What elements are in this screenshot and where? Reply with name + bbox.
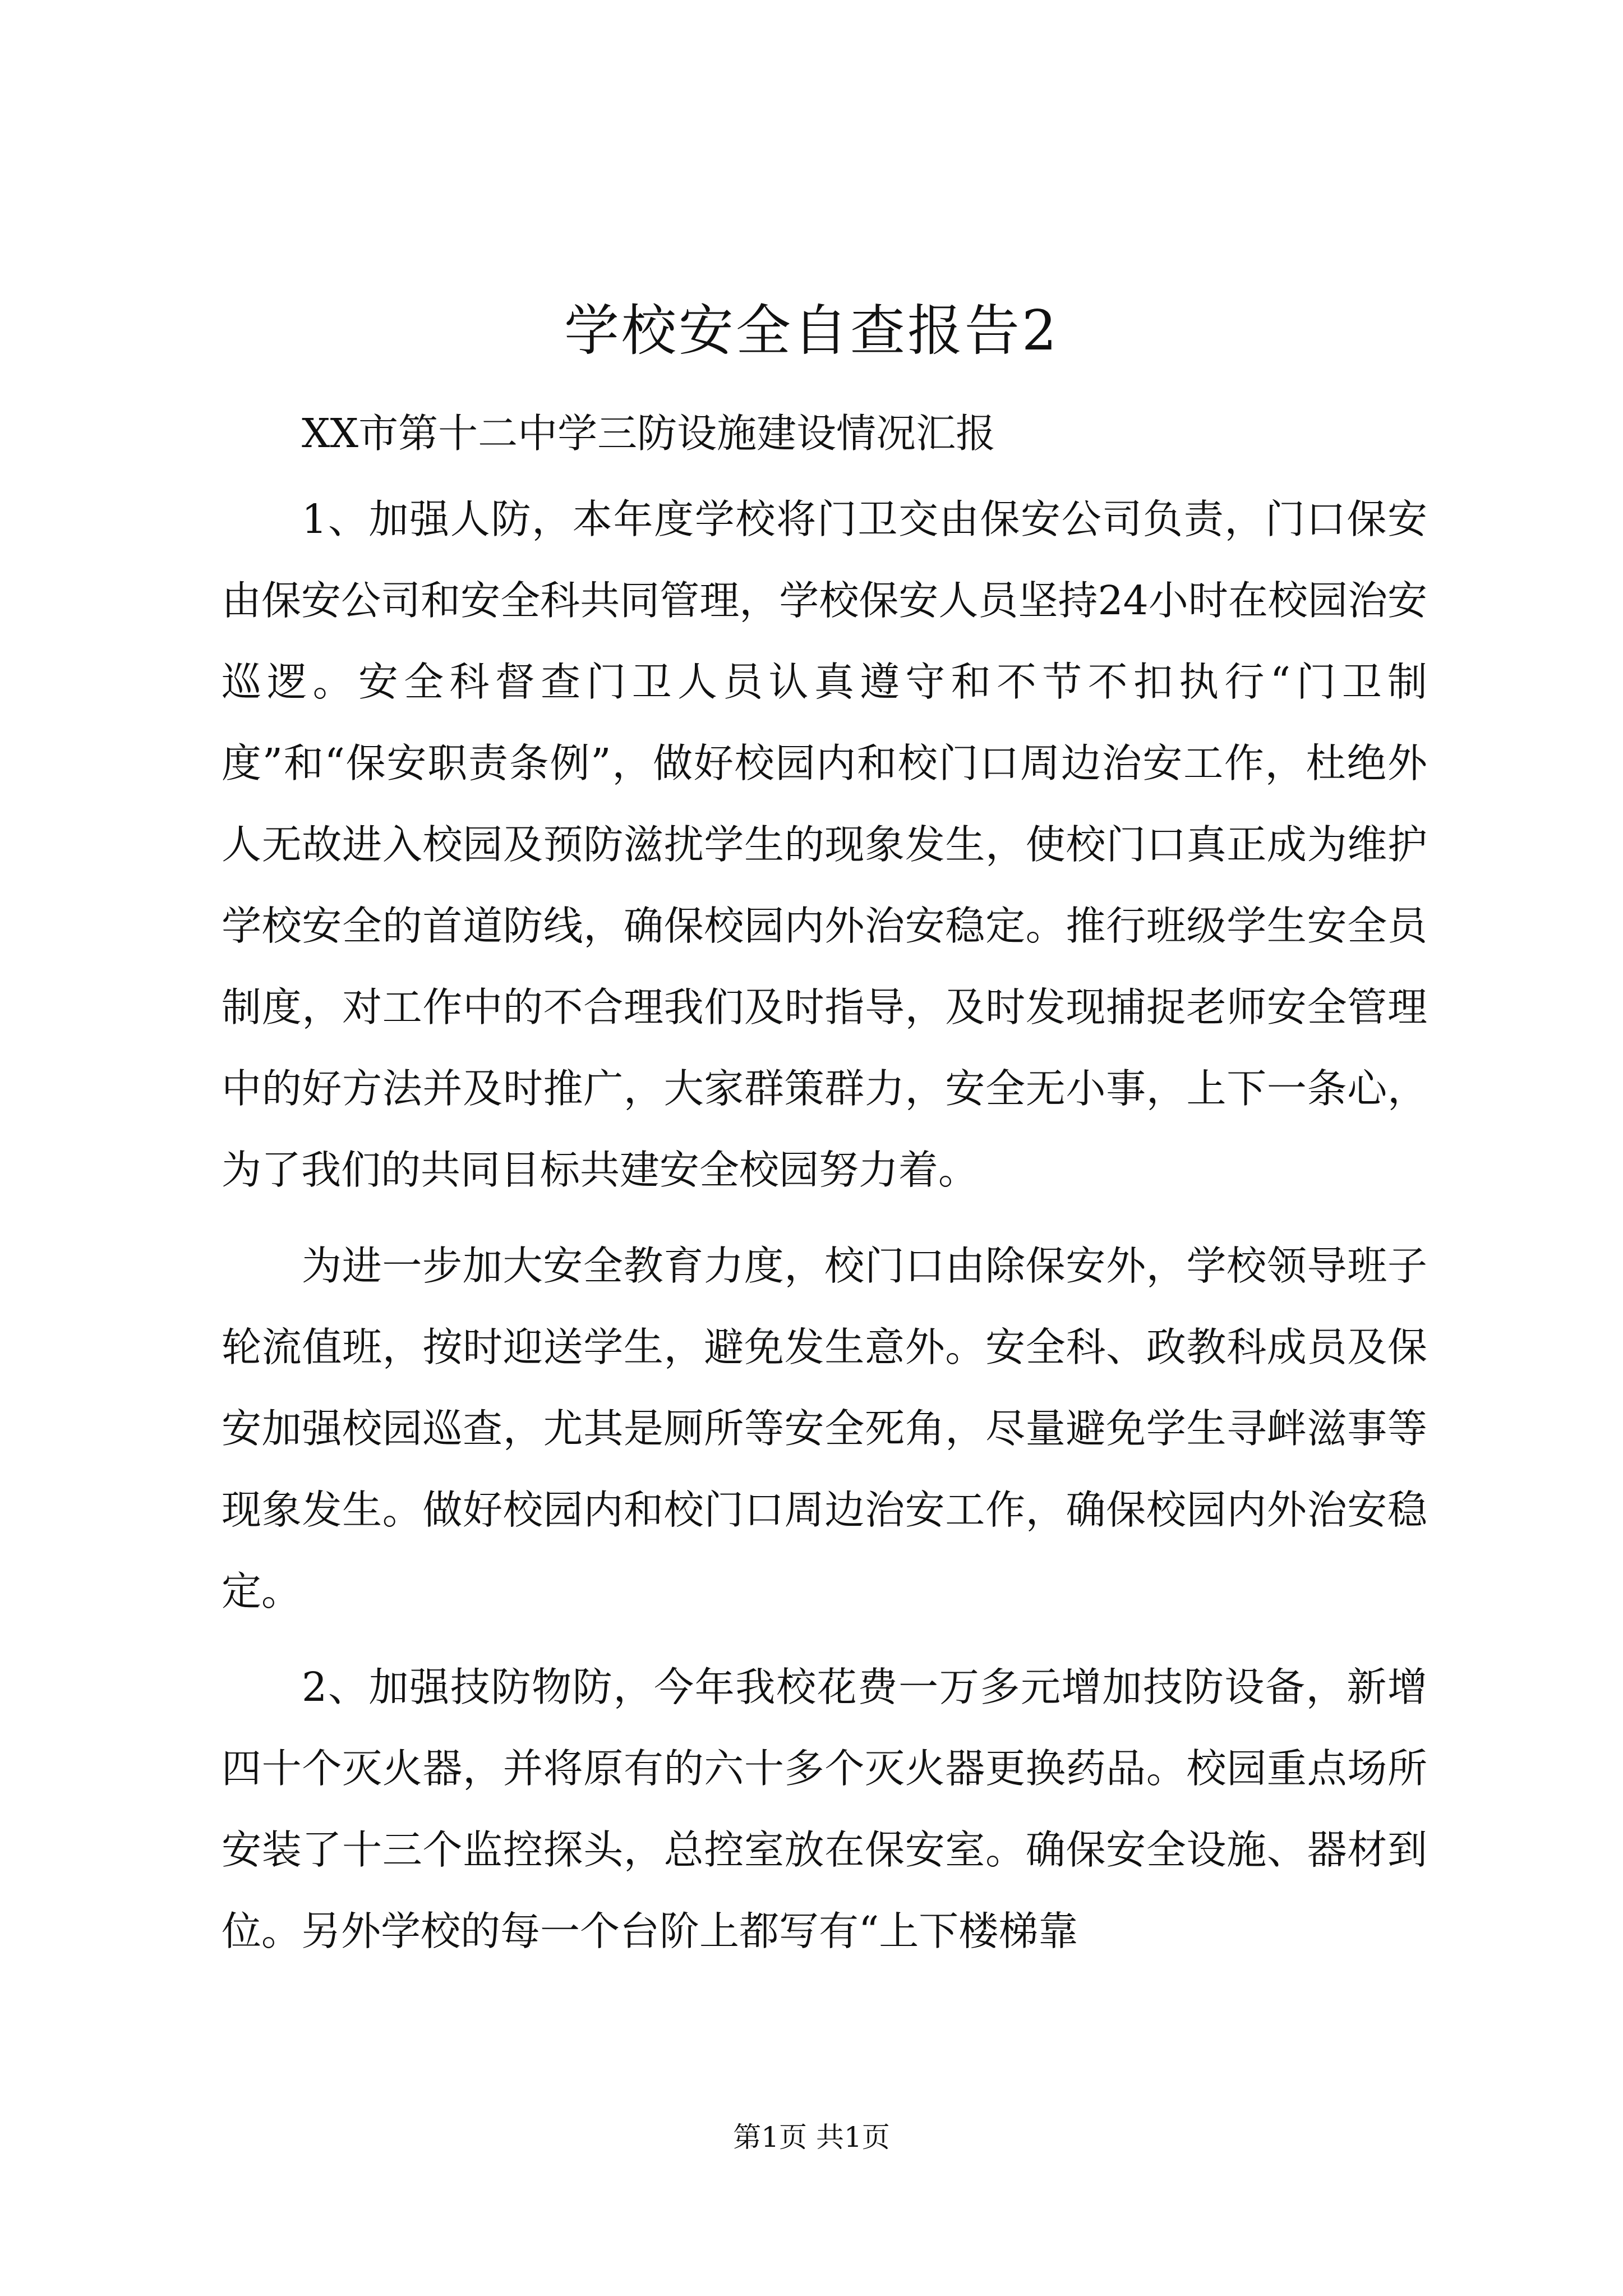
paragraph-technical-defense: 2、加强技防物防，今年我校花费一万多元增加技防设备，新增四十个灭火器，并将原有的六十多个灭火器更换药品。校园重点场所安装了十三个监控探头，总控室放在保安室。确保安全设施、器材到位。另外学校的每一个台阶上都写有“上下楼梯靠	[222, 1664, 1427, 1954]
document-body	[222, 393, 1427, 1986]
document-subtitle: XX市第十二中学三防设施建设情况汇报	[302, 410, 996, 457]
page-number-footer: 第1页 共1页	[733, 2121, 890, 2154]
paragraph-personnel-defense: 1、加强人防，本年度学校将门卫交由保安公司负责，门口保安由保安公司和安全科共同管理，学校保安人员坚持24小时在校园治安巡逻。安全科督查门卫人员认真遵守和不节不扣执行“门卫制度”和“保安职责条例”，做好校园内和校门口周边治安工作，杜绝外人无故进入校园及预防滋扰学生的现象发生，使校门口真正成为维护学校安全的首道防线，确保校园内外治安稳定。推行班级学生安全员制度，对工作中的不合理我们及时指导，及时发现捕捉老师安全管理中的好方法并及时推广，大家群策群力，安全无小事，上下一条心，为了我们的共同目标共建安全校园努力着。	[222, 496, 1427, 1193]
document-title: 学校安全自查报告2	[564, 299, 1059, 363]
paragraph-safety-education: 为进一步加大安全教育力度，校门口由除保安外，学校领导班子轮流值班，按时迎送学生，避免发生意外。安全科、政教科成员及保安加强校园巡查，尤其是厕所等安全死角，尽量避免学生寻衅滋事等现象发生。做好校园内和校门口周边治安工作，确保校园内外治安稳定。	[222, 1243, 1427, 1614]
